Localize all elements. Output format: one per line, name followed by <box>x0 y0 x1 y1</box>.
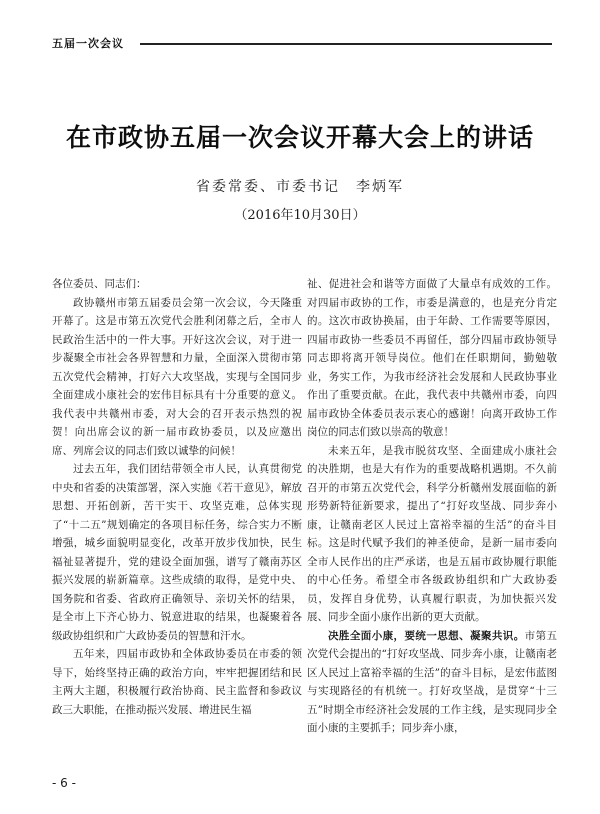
article-byline: 省委常委、市委书记 李炳军 <box>196 179 404 195</box>
paragraph: 过去五年，我们团结带领全市人民，认真贯彻党中央和省委的决策部署，深入实施《若干意见》，解放思想、开拓创新，苦干实干、攻坚克难，总体实现了“十二五”规划确定的各项目标任务，综合实力不断增强，城乡面貌明显变化，改革开放步伐加快，民生福祉显著提升，党的建设全面加强，谱写了赣南苏区振兴发展的崭新篇章。这些成绩的取得，是党中央、国务院和省委、省政府正确领导、亲切关怀的结果，是全市上下齐心协力、锐意进取的结果，也凝聚着各级政协组织和广大政协委员的智慧和汗水。 <box>52 463 302 642</box>
paragraph: 政协赣州市第五届委员会第一次会议，今天隆重开幕了。这是市第五次党代会胜利闭幕之后，全市人民政治生活中的一件大事。开好这次会议，对于进一步凝聚全市社会各界智慧和力量，全面深入贯彻市第五次党代会精神，打好六大攻坚战，实现与全国同步全面建成小康社会的宏伟目标具有十分重要的意义。我代表中共赣州市委，对大会的召开表示热烈的祝贺！向出席会议的新一届市政协委员，以及应邀出席、列席会议的同志们致以诚挚的问候！ <box>52 296 302 457</box>
article-date: （2016年10月30日） <box>234 208 366 223</box>
salutation: 各位委员、同志们： <box>52 278 147 290</box>
section-label: 五届一次会议 <box>52 37 124 50</box>
left-column <box>52 275 302 719</box>
section-subhead: 决胜全面小康，要统一思想、凝聚共识。 <box>328 629 525 642</box>
header-rule <box>140 43 552 45</box>
paragraph-with-subhead <box>307 627 557 738</box>
paragraph-text: 市第五次党代会提出的“打好攻坚战、同步奔小康，让赣南老区人民过上富裕幸福的生活”的奋斗目标，是宏伟蓝图与实现路径的有机统一。打好攻坚战，是贯穿“十三五”时期全市经济社会发展的工作主线，是实现同步全面小康的主要抓手；同步奔小康， <box>307 629 558 734</box>
paragraph: 五年来，四届市政协和全体政协委员在市委的领导下，始终坚持正确的政治方向，牢牢把握团结和民主两大主题，积极履行政治协商、民主监督和参政议政三大职能，在推动振兴发展、增进民生福 <box>52 648 302 716</box>
paragraph: 祉、促进社会和谐等方面做了大量卓有成效的工作。对四届市政协的工作，市委是满意的，也是充分肯定的。这次市政协换届，由于年龄、工作需要等原因，四届市政协一些委员不再留任，部分四届市政协领导同志即将离开领导岗位。他们在任职期间，勤勉敬业，务实工作，为我市经济社会发展和人民政协事业作出了重要贡献。在此，我代表中共赣州市委，向四届市政协全体委员表示衷心的感谢！向离开政协工作岗位的同志们致以崇高的敬意！ <box>307 278 557 438</box>
page-number: - 6 - <box>52 776 76 790</box>
paragraph: 未来五年，是我市脱贫攻坚、全面建成小康社会的决胜期，也是大有作为的重要战略机遇期。不久前召开的市第五次党代会，科学分析赣州发展面临的新形势新特征新要求，提出了“打好攻坚战、同步奔小康，让赣南老区人民过上富裕幸福的生活”的奋斗目标。这是时代赋予我们的神圣使命，是新一届市委向全市人民作出的庄严承诺，也是五届市政协履行职能的中心任务。希望全市各级政协组织和广大政协委员，发挥自身优势，认真履行职责，为加快振兴发展、同步全面小康作出新的更大贡献。 <box>307 444 557 623</box>
right-column <box>307 275 557 738</box>
article-title: 在市政协五届一次会议开幕大会上的讲话 <box>65 123 534 152</box>
